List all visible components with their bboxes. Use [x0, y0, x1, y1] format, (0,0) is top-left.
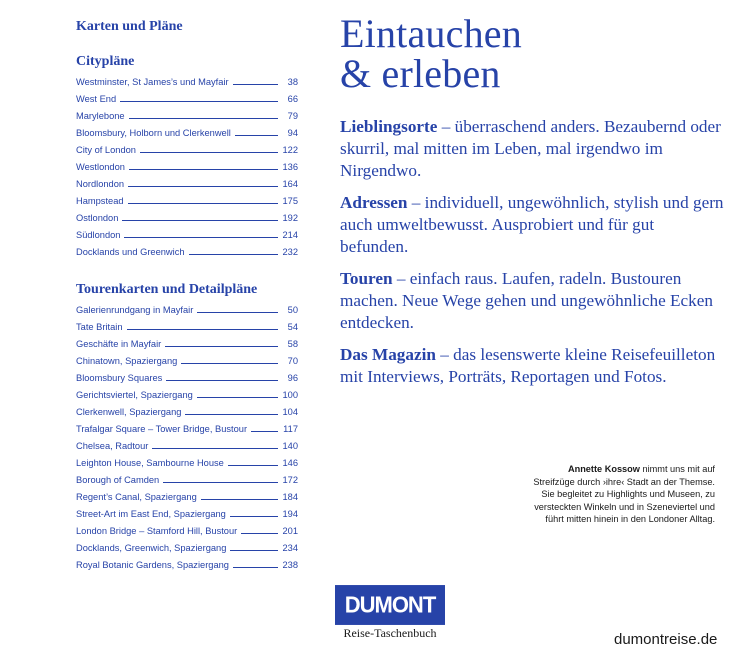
index-entry — [76, 401, 298, 418]
leader-line — [166, 380, 278, 381]
leader-line — [235, 135, 278, 136]
index-entry — [76, 554, 298, 571]
author-text: nimmt uns mit auf Streifzüge durch ›ihre‹ Stadt an der Themse. Sie begleitet zu Highlights und Museen, zu versteckten Winkeln und in Szeneviertel und führt mitten hinein in den Londoner Alltag. — [533, 464, 715, 525]
entry-label: Chelsea, Radtour — [76, 441, 149, 451]
index-entry — [76, 469, 298, 486]
entry-label: Street-Art im East End, Spaziergang — [76, 509, 226, 519]
entry-label: Ostlondon — [76, 213, 119, 223]
index-entry — [76, 71, 298, 88]
index-entry — [76, 384, 298, 401]
leader-line — [165, 346, 278, 347]
feature-paragraph — [340, 268, 725, 334]
feature-description: – individuell, ungewöhnlich, stylish und gern auch umweltbewusst. Ausprobiert und für gut befunden. — [340, 193, 724, 256]
entry-page-number: 140 — [282, 441, 298, 451]
entry-label: West End — [76, 94, 117, 104]
entry-page-number: 172 — [282, 475, 298, 485]
entry-label: Marylebone — [76, 111, 125, 121]
index-entry — [76, 122, 298, 139]
index-entry — [76, 452, 298, 469]
leader-line — [201, 499, 278, 500]
entry-page-number: 100 — [282, 390, 298, 400]
entry-page-number: 194 — [282, 509, 298, 519]
entry-label: Docklands, Greenwich, Spaziergang — [76, 543, 227, 553]
index-entry — [76, 207, 298, 224]
entry-label: London Bridge – Stamford Hill, Bustour — [76, 526, 238, 536]
leader-line — [140, 152, 278, 153]
entry-label: Chinatown, Spaziergang — [76, 356, 178, 366]
feature-paragraph — [340, 192, 725, 258]
entry-page-number: 232 — [282, 247, 298, 257]
maps-index — [76, 18, 298, 571]
feature-term: Lieblingsorte — [340, 117, 438, 136]
entry-page-number: 58 — [287, 339, 298, 349]
entry-page-number: 66 — [287, 94, 298, 104]
entry-page-number: 192 — [282, 213, 298, 223]
leader-line — [124, 237, 278, 238]
logo-subtitle: Reise-Taschenbuch — [343, 626, 437, 640]
index-entry — [76, 224, 298, 241]
entry-label: Gerichtsviertel, Spaziergang — [76, 390, 193, 400]
entry-page-number: 38 — [287, 77, 298, 87]
leader-line — [127, 329, 278, 330]
entry-label: City of London — [76, 145, 136, 155]
entry-page-number: 79 — [287, 111, 298, 121]
entry-page-number: 122 — [282, 145, 298, 155]
leader-line — [233, 567, 278, 568]
entry-label: Tate Britain — [76, 322, 123, 332]
leader-line — [189, 254, 278, 255]
features-list — [340, 116, 725, 388]
index-entry — [76, 156, 298, 173]
leader-line — [129, 118, 278, 119]
publisher-logo — [335, 586, 445, 641]
entry-page-number: 117 — [283, 424, 298, 434]
entry-label: Südlondon — [76, 230, 121, 240]
leader-line — [128, 186, 278, 187]
entry-label: Docklands und Greenwich — [76, 247, 185, 257]
entry-page-number: 54 — [287, 322, 298, 332]
feature-term: Das Magazin — [340, 345, 436, 364]
entry-label: Westminster, St James’s und Mayfair — [76, 77, 229, 87]
entry-page-number: 175 — [282, 196, 298, 206]
index-entry — [76, 418, 298, 435]
entry-page-number: 94 — [287, 128, 298, 138]
website-url: dumontreise.de — [614, 631, 718, 648]
leader-line — [122, 220, 278, 221]
intro-column — [340, 11, 725, 398]
city-maps-title: Citypläne — [76, 54, 135, 69]
index-entry — [76, 435, 298, 452]
entry-page-number: 96 — [287, 373, 298, 383]
feature-paragraph — [340, 344, 725, 388]
index-entry — [76, 367, 298, 384]
index-entry — [76, 316, 298, 333]
headline-line-1: Eintauchen — [340, 11, 522, 56]
feature-description: – einfach raus. Laufen, radeln. Bustouren machen. Neue Wege gehen und ungewöhnliche Ecken entdecken. — [340, 269, 713, 332]
entry-page-number: 238 — [282, 560, 298, 570]
index-entry — [76, 333, 298, 350]
index-entry — [76, 105, 298, 122]
leader-line — [228, 465, 278, 466]
entry-page-number: 214 — [282, 230, 298, 240]
entry-label: Westlondon — [76, 162, 125, 172]
leader-line — [185, 414, 278, 415]
index-entry — [76, 88, 298, 105]
entry-label: Nordlondon — [76, 179, 125, 189]
entry-label: Hampstead — [76, 196, 124, 206]
index-entry — [76, 537, 298, 554]
entry-label: Borough of Camden — [76, 475, 160, 485]
dumont-logo: DUMONT — [335, 585, 445, 625]
tour-maps-list — [76, 299, 298, 571]
entry-page-number: 234 — [282, 543, 298, 553]
feature-description: – überraschend anders. Bezaubernd oder skurril, mal mitten im Leben, mal irgendwo im Nirgendwo. — [340, 117, 721, 180]
feature-paragraph — [340, 116, 725, 182]
entry-page-number: 104 — [282, 407, 298, 417]
entry-label: Trafalgar Square – Tower Bridge, Bustour — [76, 424, 248, 434]
leader-line — [233, 84, 278, 85]
city-maps-list — [76, 71, 298, 258]
index-entry — [76, 139, 298, 156]
entry-label: Geschäfte in Mayfair — [76, 339, 162, 349]
entry-page-number: 70 — [287, 356, 298, 366]
entry-label: Regent’s Canal, Spaziergang — [76, 492, 197, 502]
author-note — [528, 463, 715, 526]
entry-label: Royal Botanic Gardens, Spaziergang — [76, 560, 229, 570]
leader-line — [163, 482, 278, 483]
leader-line — [251, 431, 278, 432]
entry-label: Clerkenwell, Spaziergang — [76, 407, 182, 417]
leader-line — [129, 169, 278, 170]
index-entry — [76, 190, 298, 207]
entry-page-number: 146 — [282, 458, 298, 468]
leader-line — [181, 363, 278, 364]
index-entry — [76, 520, 298, 537]
leader-line — [152, 448, 278, 449]
entry-label: Bloomsbury Squares — [76, 373, 163, 383]
index-entry — [76, 350, 298, 367]
entry-page-number: 136 — [282, 162, 298, 172]
author-name: Annette Kossow — [567, 464, 640, 474]
tour-maps-title: Tourenkarten und Detailpläne — [76, 282, 258, 297]
index-entry — [76, 503, 298, 520]
maps-heading: Karten und Pläne — [76, 19, 183, 34]
feature-term: Touren — [340, 269, 393, 288]
index-entry — [76, 486, 298, 503]
leader-line — [120, 101, 278, 102]
leader-line — [197, 312, 278, 313]
headline-line-2: & erleben — [340, 51, 501, 96]
entry-page-number: 184 — [282, 492, 298, 502]
headline — [340, 11, 725, 96]
leader-line — [230, 550, 278, 551]
feature-term: Adressen — [340, 193, 408, 212]
entry-page-number: 201 — [282, 526, 298, 536]
entry-page-number: 50 — [287, 305, 298, 315]
leader-line — [197, 397, 278, 398]
leader-line — [241, 533, 278, 534]
index-entry — [76, 173, 298, 190]
leader-line — [230, 516, 278, 517]
leader-line — [128, 203, 278, 204]
index-entry — [76, 299, 298, 316]
entry-page-number: 164 — [282, 179, 298, 189]
entry-label: Galerienrundgang in Mayfair — [76, 305, 194, 315]
entry-label: Bloomsbury, Holborn und Clerkenwell — [76, 128, 231, 138]
feature-description: – das lesenswerte kleine Reisefeuilleton mit Interviews, Porträts, Reportagen und Fotos. — [340, 345, 716, 386]
index-entry — [76, 241, 298, 258]
entry-label: Leighton House, Sambourne House — [76, 458, 224, 468]
